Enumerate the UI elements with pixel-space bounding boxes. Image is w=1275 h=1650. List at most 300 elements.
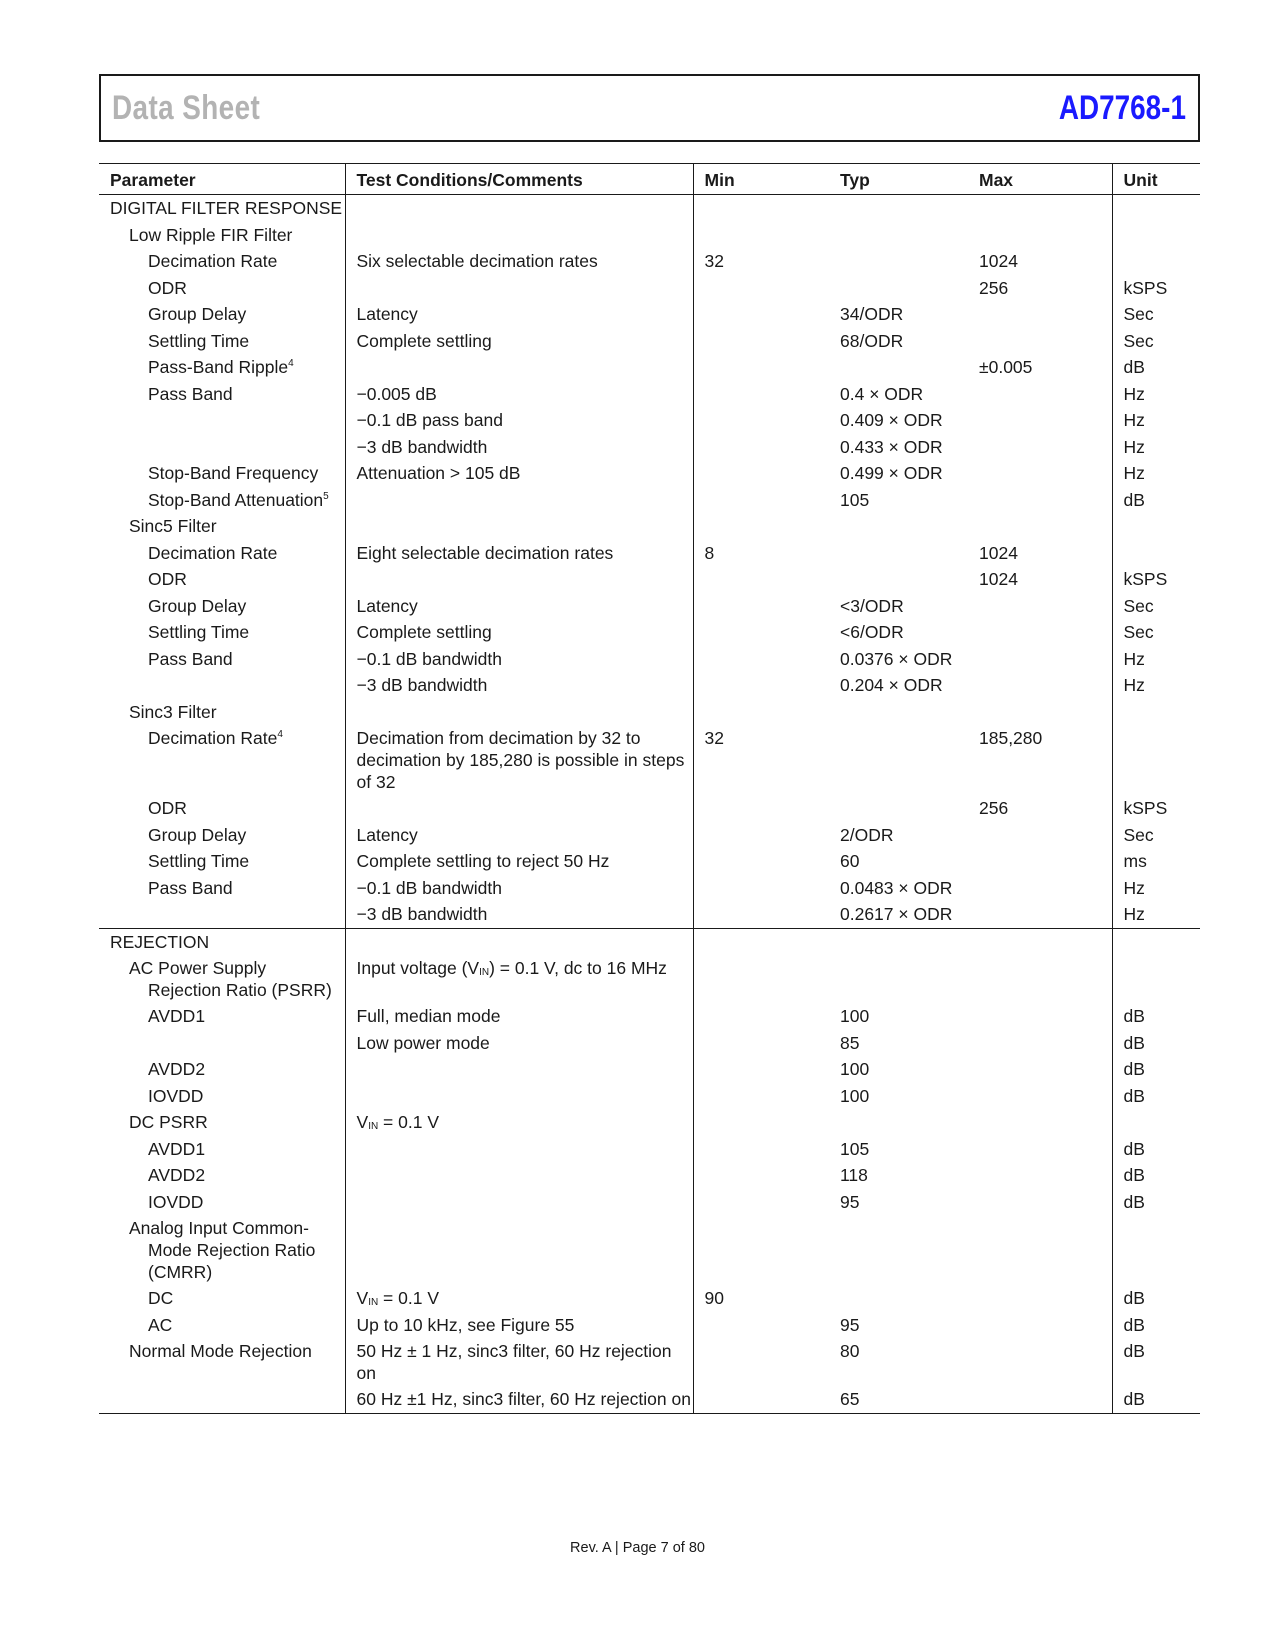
cell-parameter — [99, 901, 345, 928]
cell-max — [968, 1338, 1112, 1386]
cell-max — [968, 699, 1112, 726]
cell-max — [968, 1215, 1112, 1285]
conditions-text: −3 dB bandwidth — [356, 904, 488, 924]
cell-conditions — [345, 928, 693, 955]
cell-conditions — [345, 434, 693, 461]
cell-min — [693, 822, 829, 849]
cell-min — [693, 1109, 829, 1136]
cell-conditions — [345, 1162, 693, 1189]
cell-min — [693, 928, 829, 955]
cell-conditions — [345, 222, 693, 249]
cell-conditions — [345, 1312, 693, 1339]
cell-unit: kSPS — [1112, 795, 1200, 822]
parameter-text: AVDD2 — [148, 1165, 206, 1185]
cell-parameter — [99, 1056, 345, 1083]
cell-unit: dB — [1112, 1083, 1200, 1110]
cell-max — [968, 1003, 1112, 1030]
conditions-text-after: = 0.1 V — [378, 1288, 439, 1308]
cell-conditions — [345, 1386, 693, 1413]
cell-conditions — [345, 487, 693, 514]
cell-parameter — [99, 955, 345, 1003]
parameter-text: REJECTION — [110, 931, 210, 952]
cell-parameter — [99, 460, 345, 487]
cell-typ: 34/ODR — [840, 304, 904, 324]
cell-conditions — [345, 460, 693, 487]
cell-unit — [1112, 928, 1200, 955]
cell-unit: dB — [1112, 1285, 1200, 1312]
cell-typ: 0.204 × ODR — [840, 675, 943, 695]
cell-typ: 100 — [840, 1006, 870, 1026]
cell-typ — [829, 275, 968, 302]
cell-unit: Hz — [1112, 434, 1200, 461]
parameter-text: Low Ripple FIR Filter — [129, 224, 293, 245]
cell-max: 256 — [979, 277, 1009, 298]
cell-conditions — [345, 1189, 693, 1216]
cell-conditions — [345, 672, 693, 699]
cell-parameter — [99, 407, 345, 434]
parameter-text: ODR — [148, 569, 187, 589]
cell-parameter — [99, 1285, 345, 1312]
cell-parameter — [99, 593, 345, 620]
cell-max — [968, 407, 1112, 434]
table-row — [99, 875, 1200, 902]
parameter-text: Settling Time — [148, 330, 250, 351]
parameter-text: Decimation Rate — [148, 728, 278, 748]
parameter-text-continued: Mode Rejection Ratio (CMRR) — [148, 1240, 316, 1282]
cell-parameter — [99, 1109, 345, 1136]
cell-typ — [829, 540, 968, 567]
cell-min — [693, 646, 829, 673]
table-row — [99, 513, 1200, 540]
conditions-text: −0.1 dB bandwidth — [356, 877, 502, 898]
conditions-text: Complete settling — [356, 622, 492, 642]
cell-min — [693, 672, 829, 699]
parameter-text: DC PSRR — [129, 1112, 208, 1132]
cell-unit: dB — [1112, 1312, 1200, 1339]
cell-unit — [1112, 513, 1200, 540]
cell-typ — [829, 222, 968, 249]
cell-conditions — [345, 275, 693, 302]
cell-parameter — [99, 1338, 345, 1386]
cell-typ: 0.2617 × ODR — [829, 901, 968, 928]
conditions-text: Latency — [356, 304, 418, 324]
cell-min — [693, 1056, 829, 1083]
table-row — [99, 195, 1200, 222]
table-row — [99, 795, 1200, 822]
table-row — [99, 1189, 1200, 1216]
cell-typ — [829, 354, 968, 381]
footnote-ref: 4 — [277, 729, 283, 740]
column-header-unit: Unit — [1112, 164, 1200, 195]
cell-typ: 0.433 × ODR — [840, 436, 943, 457]
cell-parameter — [99, 1136, 345, 1163]
cell-min — [693, 1030, 829, 1057]
conditions-text: −0.005 dB — [356, 383, 437, 404]
table-row — [99, 1338, 1200, 1386]
cell-max — [968, 1189, 1112, 1216]
parameter-text: Group Delay — [148, 824, 247, 845]
cell-min — [693, 795, 829, 822]
cell-unit: Hz — [1112, 646, 1200, 673]
cell-conditions — [345, 354, 693, 381]
table-row — [99, 1056, 1200, 1083]
cell-max — [968, 195, 1112, 222]
cell-conditions — [345, 1030, 693, 1057]
cell-max — [968, 1285, 1112, 1312]
cell-min — [693, 1003, 829, 1030]
parameter-text: ODR — [148, 798, 187, 818]
table-row — [99, 1162, 1200, 1189]
table-row — [99, 955, 1200, 1003]
table-row — [99, 1386, 1200, 1413]
cell-unit: Hz — [1112, 901, 1200, 928]
cell-min — [693, 222, 829, 249]
table-row — [99, 222, 1200, 249]
cell-unit: dB — [1112, 1189, 1200, 1216]
cell-unit: dB — [1112, 1338, 1200, 1386]
column-header-typ: Typ — [829, 164, 968, 195]
cell-unit: Hz — [1112, 381, 1200, 408]
cell-min — [693, 354, 829, 381]
cell-typ — [829, 795, 968, 822]
cell-typ: 0.4 × ODR — [840, 383, 924, 404]
table-row — [99, 1215, 1200, 1285]
cell-typ: 95 — [840, 1314, 860, 1335]
table-row — [99, 1109, 1200, 1136]
conditions-text: Eight selectable decimation rates — [356, 542, 614, 563]
conditions-text: Up to 10 kHz, see Figure 55 — [356, 1314, 575, 1335]
cell-max: ±0.005 — [979, 357, 1033, 377]
cell-unit: dB — [1112, 354, 1200, 381]
cell-min — [693, 699, 829, 726]
cell-max — [968, 460, 1112, 487]
cell-min: 8 — [693, 540, 829, 567]
part-number: AD7768-1 — [1058, 89, 1186, 127]
parameter-text: AVDD1 — [148, 1006, 206, 1026]
parameter-text: Pass Band — [148, 383, 233, 404]
cell-min — [693, 275, 829, 302]
conditions-text-after: = 0.1 V — [378, 1112, 439, 1132]
cell-max — [968, 1109, 1112, 1136]
cell-parameter — [99, 381, 345, 408]
conditions-text: Decimation from decimation by 32 to decimation by 185,280 is possible in steps of 32 — [356, 728, 685, 792]
cell-typ — [829, 248, 968, 275]
conditions-text: Latency — [356, 595, 418, 616]
cell-conditions — [345, 381, 693, 408]
cell-typ: 0.499 × ODR — [840, 463, 943, 483]
cell-min — [693, 1083, 829, 1110]
cell-conditions — [345, 1215, 693, 1285]
table-row — [99, 1083, 1200, 1110]
cell-parameter — [99, 1312, 345, 1339]
cell-min — [693, 1136, 829, 1163]
cell-parameter — [99, 301, 345, 328]
cell-parameter — [99, 1003, 345, 1030]
cell-max — [968, 328, 1112, 355]
parameter-text: Pass Band — [148, 877, 233, 898]
cell-conditions — [345, 328, 693, 355]
cell-typ: 100 — [840, 1085, 870, 1106]
cell-parameter — [99, 1162, 345, 1189]
cell-max — [968, 1083, 1112, 1110]
cell-max — [968, 381, 1112, 408]
cell-conditions — [345, 407, 693, 434]
cell-parameter — [99, 540, 345, 567]
cell-unit: Sec — [1112, 822, 1200, 849]
cell-typ: 85 — [840, 1032, 860, 1053]
cell-typ: 60 — [840, 851, 860, 871]
cell-conditions — [345, 566, 693, 593]
cell-parameter — [99, 1030, 345, 1057]
cell-unit — [1112, 222, 1200, 249]
cell-conditions — [345, 1003, 693, 1030]
cell-conditions — [345, 901, 693, 928]
cell-max — [968, 1136, 1112, 1163]
parameter-text: Group Delay — [148, 595, 247, 616]
conditions-text: Full, median mode — [356, 1006, 501, 1026]
cell-min — [693, 301, 829, 328]
table-row — [99, 460, 1200, 487]
table-row — [99, 1312, 1200, 1339]
cell-unit: Sec — [1112, 328, 1200, 355]
column-header-parameter: Parameter — [99, 164, 345, 195]
cell-typ: 95 — [840, 1191, 860, 1212]
parameter-text: AVDD2 — [148, 1059, 206, 1079]
cell-parameter — [99, 328, 345, 355]
cell-max: 256 — [979, 798, 1009, 818]
cell-min — [693, 875, 829, 902]
cell-conditions — [345, 699, 693, 726]
cell-typ — [829, 1285, 968, 1312]
cell-max — [968, 848, 1112, 875]
cell-max — [968, 301, 1112, 328]
cell-max: 1024 — [979, 542, 1018, 563]
cell-min: 32 — [693, 725, 829, 795]
cell-unit: kSPS — [1112, 566, 1200, 593]
cell-conditions — [345, 848, 693, 875]
cell-unit — [1112, 1215, 1200, 1285]
cell-conditions — [345, 795, 693, 822]
cell-parameter — [99, 928, 345, 955]
cell-parameter — [99, 672, 345, 699]
table-row — [99, 354, 1200, 381]
cell-min — [693, 513, 829, 540]
subscript: IN — [368, 1121, 379, 1132]
table-row — [99, 1030, 1200, 1057]
cell-max — [968, 1162, 1112, 1189]
cell-parameter — [99, 795, 345, 822]
conditions-text: Latency — [356, 824, 418, 845]
cell-conditions — [345, 540, 693, 567]
cell-typ: 105 — [840, 1138, 870, 1159]
table-row — [99, 434, 1200, 461]
table-row — [99, 1285, 1200, 1312]
table-row — [99, 1136, 1200, 1163]
cell-min — [693, 1312, 829, 1339]
cell-unit: dB — [1112, 1386, 1200, 1413]
cell-min — [693, 1338, 829, 1386]
parameter-text: AVDD1 — [148, 1138, 206, 1159]
parameter-text: Group Delay — [148, 304, 247, 324]
table-row — [99, 646, 1200, 673]
cell-max — [968, 646, 1112, 673]
cell-unit: ms — [1112, 848, 1200, 875]
conditions-text: Low power mode — [356, 1032, 490, 1053]
conditions-text: 50 Hz ± 1 Hz, sinc3 filter, 60 Hz rejection on — [356, 1341, 672, 1383]
cell-conditions — [345, 593, 693, 620]
parameter-text: Decimation Rate — [148, 542, 278, 563]
cell-parameter — [99, 875, 345, 902]
cell-parameter — [99, 1189, 345, 1216]
table-row — [99, 1003, 1200, 1030]
cell-conditions — [345, 875, 693, 902]
cell-max — [968, 593, 1112, 620]
table-header-row — [99, 164, 1200, 195]
footnote-ref: 4 — [288, 358, 294, 369]
cell-unit: dB — [1112, 487, 1200, 514]
cell-conditions — [345, 1083, 693, 1110]
subscript: IN — [368, 1297, 379, 1308]
cell-unit: Sec — [1112, 619, 1200, 646]
cell-max — [968, 487, 1112, 514]
cell-min — [693, 487, 829, 514]
conditions-text: Six selectable decimation rates — [356, 251, 598, 271]
parameter-text: DIGITAL FILTER RESPONSE — [110, 198, 343, 218]
parameter-text: Settling Time — [148, 851, 250, 871]
page-footer: Rev. A | Page 7 of 80 — [570, 1540, 705, 1556]
table-row — [99, 381, 1200, 408]
cell-typ — [829, 513, 968, 540]
conditions-text: Complete settling — [356, 330, 492, 351]
cell-max: 1024 — [979, 569, 1018, 589]
cell-min — [693, 955, 829, 1003]
cell-min — [693, 407, 829, 434]
conditions-text: −0.1 dB bandwidth — [356, 648, 502, 669]
cell-unit: Hz — [1112, 460, 1200, 487]
parameter-text: Stop-Band Attenuation — [148, 489, 324, 510]
cell-conditions — [345, 725, 693, 795]
cell-conditions — [345, 1109, 693, 1136]
cell-conditions — [345, 1056, 693, 1083]
conditions-text: V — [356, 1288, 369, 1308]
conditions-text: 60 Hz ±1 Hz, sinc3 filter, 60 Hz rejection on — [356, 1389, 691, 1409]
cell-max — [968, 955, 1112, 1003]
cell-parameter — [99, 513, 345, 540]
cell-max: 185,280 — [979, 728, 1043, 748]
parameter-text: AC Power Supply — [129, 958, 267, 978]
cell-unit: dB — [1112, 1162, 1200, 1189]
subscript: IN — [479, 967, 490, 978]
cell-max — [968, 1312, 1112, 1339]
cell-unit: dB — [1112, 1136, 1200, 1163]
table-row — [99, 848, 1200, 875]
cell-conditions — [345, 619, 693, 646]
cell-unit — [1112, 955, 1200, 1003]
cell-typ: 0.409 × ODR — [840, 410, 943, 430]
cell-parameter — [99, 699, 345, 726]
cell-min — [693, 328, 829, 355]
cell-conditions — [345, 1338, 693, 1386]
cell-parameter — [99, 725, 345, 795]
parameter-text: Analog Input Common- — [129, 1218, 309, 1238]
cell-typ — [829, 566, 968, 593]
table-row — [99, 928, 1200, 955]
conditions-text: −0.1 dB pass band — [356, 410, 503, 430]
parameter-text: Settling Time — [148, 622, 250, 642]
cell-unit: Hz — [1112, 875, 1200, 902]
conditions-text: −3 dB bandwidth — [356, 675, 488, 695]
parameter-text: Pass Band — [148, 648, 233, 669]
table-row — [99, 566, 1200, 593]
cell-typ — [829, 928, 968, 955]
cell-unit: Sec — [1112, 593, 1200, 620]
cell-parameter — [99, 566, 345, 593]
cell-typ: 105 — [840, 489, 870, 510]
cell-unit — [1112, 540, 1200, 567]
cell-typ: 80 — [840, 1341, 860, 1361]
cell-max — [968, 619, 1112, 646]
cell-parameter — [99, 822, 345, 849]
cell-conditions — [345, 1285, 693, 1312]
parameter-text: IOVDD — [148, 1191, 204, 1212]
table-row — [99, 301, 1200, 328]
cell-unit: dB — [1112, 1056, 1200, 1083]
cell-unit — [1112, 699, 1200, 726]
table-row — [99, 699, 1200, 726]
cell-typ: 0.0483 × ODR — [840, 877, 953, 898]
cell-unit — [1112, 248, 1200, 275]
table-row — [99, 407, 1200, 434]
conditions-text: −3 dB bandwidth — [356, 436, 488, 457]
cell-min — [693, 1215, 829, 1285]
column-header-min: Min — [693, 164, 829, 195]
conditions-text: V — [356, 1112, 369, 1132]
cell-max — [968, 875, 1112, 902]
table-row — [99, 725, 1200, 795]
cell-conditions — [345, 513, 693, 540]
cell-max: 1024 — [979, 251, 1018, 271]
cell-unit: kSPS — [1112, 275, 1200, 302]
cell-min — [693, 381, 829, 408]
cell-min — [693, 566, 829, 593]
cell-min — [693, 848, 829, 875]
cell-max — [968, 822, 1112, 849]
cell-typ: 2/ODR — [840, 824, 894, 845]
cell-max — [968, 513, 1112, 540]
table-row — [99, 487, 1200, 514]
footnote-ref: 5 — [323, 490, 329, 502]
cell-conditions — [345, 248, 693, 275]
cell-min — [693, 434, 829, 461]
doc-type-label: Data Sheet — [112, 89, 261, 127]
parameter-text: AC — [148, 1314, 173, 1335]
table-row — [99, 328, 1200, 355]
parameter-text: Sinc3 Filter — [129, 701, 217, 722]
cell-conditions — [345, 195, 693, 222]
cell-min — [693, 1189, 829, 1216]
cell-typ — [829, 1109, 968, 1136]
parameter-text-continued: Rejection Ratio (PSRR) — [148, 980, 332, 1000]
cell-min: 32 — [693, 248, 829, 275]
cell-parameter — [99, 487, 345, 514]
cell-parameter — [99, 248, 345, 275]
cell-conditions — [345, 301, 693, 328]
cell-unit: Hz — [1112, 407, 1200, 434]
cell-unit — [1112, 1109, 1200, 1136]
parameter-text: Pass-Band Ripple — [148, 357, 289, 377]
cell-unit — [1112, 195, 1200, 222]
cell-unit: Sec — [1112, 301, 1200, 328]
